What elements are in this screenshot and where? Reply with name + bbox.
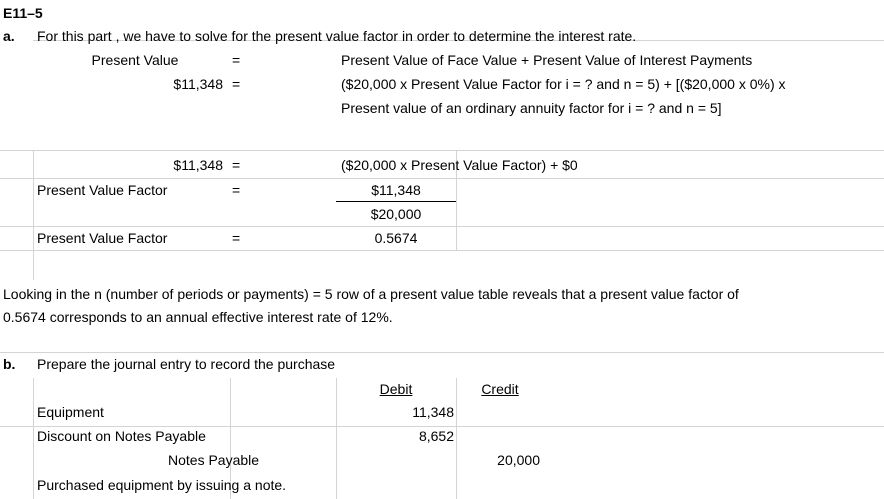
equals-sign: = [232,182,241,198]
gridline [0,150,884,151]
equals-sign: = [232,230,241,246]
gridline [456,378,457,499]
pv-amount: $11,348 [173,157,223,173]
fraction-numerator: $11,348 [371,182,421,198]
exercise-title: E11–5 [3,5,43,21]
pv-factor-value: 0.5674 [374,230,418,246]
journal-account: Notes Payable [168,452,260,468]
part-a-label: a. [3,28,15,44]
fraction-bar [336,201,456,202]
journal-account: Equipment [37,404,104,420]
part-b-label: b. [3,356,16,372]
debit-header: Debit [379,381,413,397]
pv-factor-label: Present Value Factor [37,182,168,198]
part-a-intro: For this part , we have to solve for the present value factor in order to determine the interest rate. [37,28,637,44]
credit-header: Credit [481,381,519,397]
equals-sign: = [232,76,241,92]
gridline [0,178,884,179]
pv-formula-line3: Present value of an ordinary annuity factor for i = ? and n = 5] [341,100,722,116]
journal-debit: 11,348 [412,404,454,420]
gridline [0,226,884,227]
gridline [33,250,34,280]
gridline [336,378,337,499]
journal-memo: Purchased equipment by issuing a note. [37,477,287,493]
fraction-denominator: $20,000 [370,206,422,222]
pv-factor-label: Present Value Factor [37,230,168,246]
pv-amount: $11,348 [173,76,223,92]
conclusion-text: Looking in the n (number of periods or payments) = 5 row of a present value table reveals that a present value factor of [3,286,739,302]
equals-sign: = [232,157,241,173]
pv-simplified-formula: ($20,000 x Present Value Factor) + $0 [341,157,578,173]
present-value-label: Present Value [91,52,179,68]
gridline [33,150,34,250]
pv-formula-line1: Present Value of Face Value + Present Value of Interest Payments [341,52,753,68]
equals-sign: = [232,52,241,68]
gridline [0,352,884,353]
gridline [0,250,884,251]
journal-debit: 8,652 [418,428,454,444]
conclusion-text: 0.5674 corresponds to an annual effective interest rate of 12%. [3,309,393,325]
journal-account: Discount on Notes Payable [37,428,206,444]
journal-credit: 20,000 [497,452,540,468]
part-b-intro: Prepare the journal entry to record the purchase [37,356,336,372]
gridline [33,378,34,499]
pv-formula-line2: ($20,000 x Present Value Factor for i = ? and n = 5) + [($20,000 x 0%) x [341,76,786,92]
